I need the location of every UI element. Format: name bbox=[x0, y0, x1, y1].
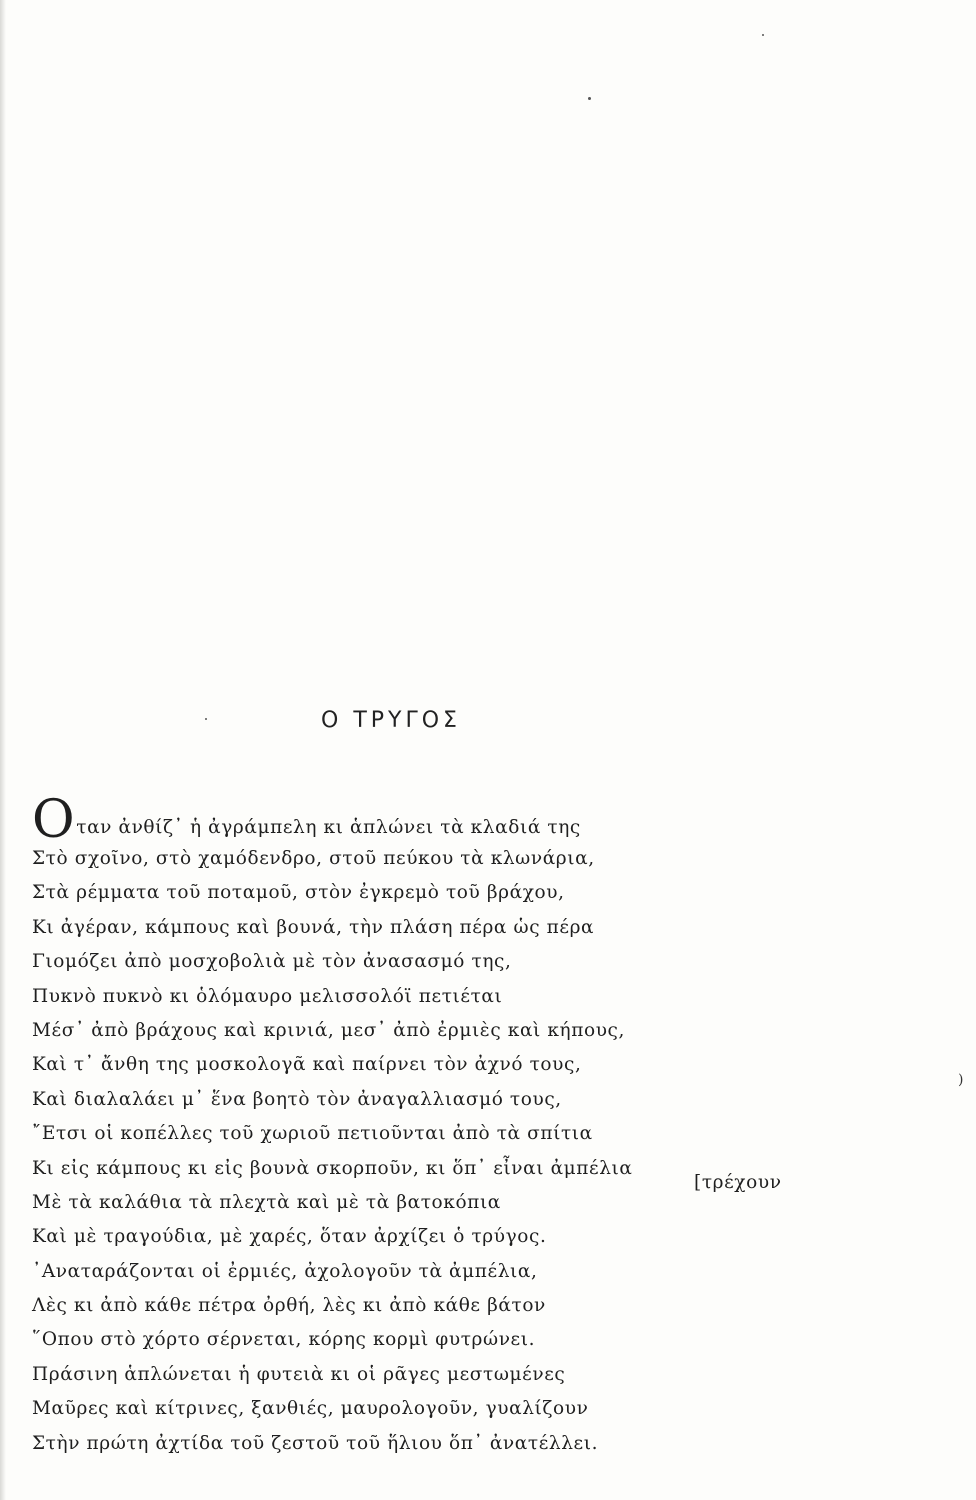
poem-line-continuation: [τρέχουν bbox=[694, 1171, 782, 1193]
poem-line: Μέσ᾿ ἀπὸ βράχους καὶ κρινιά, μεσ᾿ ἀπὸ ἐρμιὲς καὶ κήπους, bbox=[32, 1019, 625, 1041]
poem-title: Ο ΤΡΥΓΟΣ bbox=[321, 708, 461, 733]
poem-line bbox=[32, 790, 802, 850]
poem-line: Κι εἰς κάμπους κι εἰς βουνὰ σκορποῦν, κι ὅπ᾿ εἶναι ἀμπέλια bbox=[32, 1157, 633, 1179]
poem-line-text: Μὲ τὰ καλάθια τὰ πλεχτὰ καὶ μὲ τὰ βατοκόπια bbox=[32, 1191, 501, 1213]
poem-line: Καὶ μὲ τραγούδια, μὲ χαρές, ὅταν ἀρχίζει ὁ τρύγος. bbox=[32, 1226, 547, 1248]
poem-line: Γιομόζει ἀπὸ μοσχοβολιὰ μὲ τὸν ἀνασασμό της, bbox=[32, 951, 512, 973]
poem-line: ῞Οπου στὸ χόρτο σέρνεται, κόρης κορμὶ φυτρώνει. bbox=[32, 1329, 536, 1351]
poem-line: Πυκνὸ πυκνὸ κι ὁλόμαυρο μελισσολόϊ πετιέται bbox=[32, 985, 503, 1007]
poem-line: Κι ἀγέραν, κάμπους καὶ βουνά, τὴν πλάση πέρα ὡς πέρα bbox=[32, 916, 595, 938]
poem-line: Καὶ τ᾿ ἄνθη της μοσκολογᾶ καὶ παίρνει τὸν ἀχνό τους, bbox=[32, 1054, 582, 1076]
drop-cap: Ο bbox=[32, 790, 76, 850]
poem-line: ῎Ετσι οἱ κοπέλλες τοῦ χωριοῦ πετιοῦνται ἀπὸ τὰ σπίτια bbox=[32, 1123, 593, 1145]
poem-line: Μαῦρες καὶ κίτρινες, ξανθιές, μαυρολογοῦν, γυαλίζουν bbox=[32, 1398, 589, 1420]
poem-line: Καὶ διαλαλάει μ᾿ ἕνα βοητὸ τὸν ἀναγαλλιασμό τους, bbox=[32, 1088, 562, 1110]
poem-line: Λὲς κι ἀπὸ κάθε πέτρα ὀρθή, λὲς κι ἀπὸ κάθε βάτον bbox=[32, 1295, 546, 1317]
paper-speck bbox=[588, 97, 591, 100]
poem-line-text: ταν ἀνθίζ᾿ ἡ ἀγράμπελη κι ἁπλώνει τὰ κλαδιά της bbox=[76, 817, 581, 838]
poem-line: Στὴν πρώτη ἀχτίδα τοῦ ζεστοῦ τοῦ ἥλιου ὅπ᾿ ἀνατέλλει. bbox=[32, 1432, 599, 1454]
paper-speck bbox=[762, 34, 764, 36]
margin-mark: ) bbox=[958, 1072, 964, 1088]
poem-line: Πράσινη ἁπλώνεται ἡ φυτειὰ κι οἱ ρᾶγες μεστωμένες bbox=[32, 1363, 566, 1385]
poem-line: Στὸ σχοῖνο, στὸ χαμόδενδρο, στοῦ πεύκου τὰ κλωνάρια, bbox=[32, 848, 595, 869]
poem-line: Στὰ ρέμματα τοῦ ποταμοῦ, στὸν ἐγκρεμὸ τοῦ βράχου, bbox=[32, 882, 565, 904]
poem-line bbox=[32, 1171, 802, 1220]
poem-line: ᾿Αναταράζονται οἱ ἐρμιές, ἀχολογοῦν τὰ ἀμπέλια, bbox=[32, 1260, 538, 1282]
poem-body bbox=[32, 790, 802, 1461]
